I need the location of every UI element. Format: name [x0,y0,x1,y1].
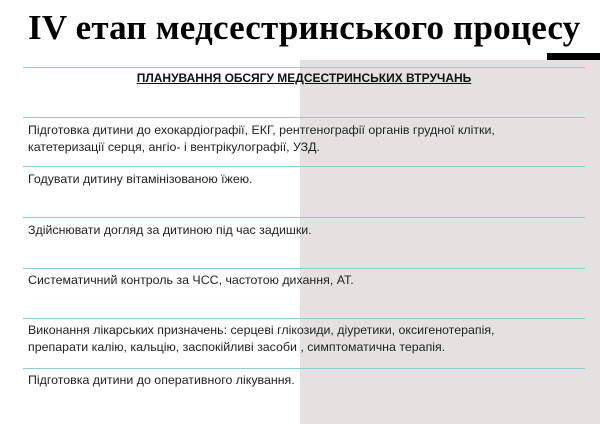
item-text: Виконання лікарських призначень: серцеві глікозиди, діуретики, оксигенотерапія, [28,323,495,337]
item-text: катетеризації серця, ангіо- і вентрікулографії, УЗД. [28,139,320,154]
item-text: Систематичний контроль за ЧСС, частотою дихання, АТ. [28,273,354,287]
divider [23,67,585,68]
list-item [28,372,588,389]
list-item [28,122,588,155]
item-text: Підготовка дитини до ехокардіографії, ЕКГ, рентгенографії органів грудної клітки, [28,123,495,137]
divider [23,217,585,218]
item-text: препарати калію, кальцію, заспокійливі засоби , симптоматична терапія. [28,339,446,354]
divider [23,368,585,369]
divider [23,268,585,269]
divider [23,117,585,118]
item-text: Здійснювати догляд за дитиною під час задишки. [28,223,312,237]
list-item [28,322,588,355]
divider [23,166,585,167]
divider [23,318,585,319]
slide-title: IV етап медсестринського процесу [28,8,581,47]
table-header: ПЛАНУВАННЯ ОБСЯГУ МЕДСЕСТРИНСЬКИХ ВТРУЧАНЬ [136,71,472,85]
list-item [28,222,588,239]
item-text: Підготовка дитини до оперативного лікування. [28,373,295,387]
background-panel [300,60,600,424]
item-text: Годувати дитину вітамінізованою їжею. [28,172,253,186]
list-item [28,171,588,188]
decorative-bar [547,53,600,60]
list-item [28,272,588,289]
